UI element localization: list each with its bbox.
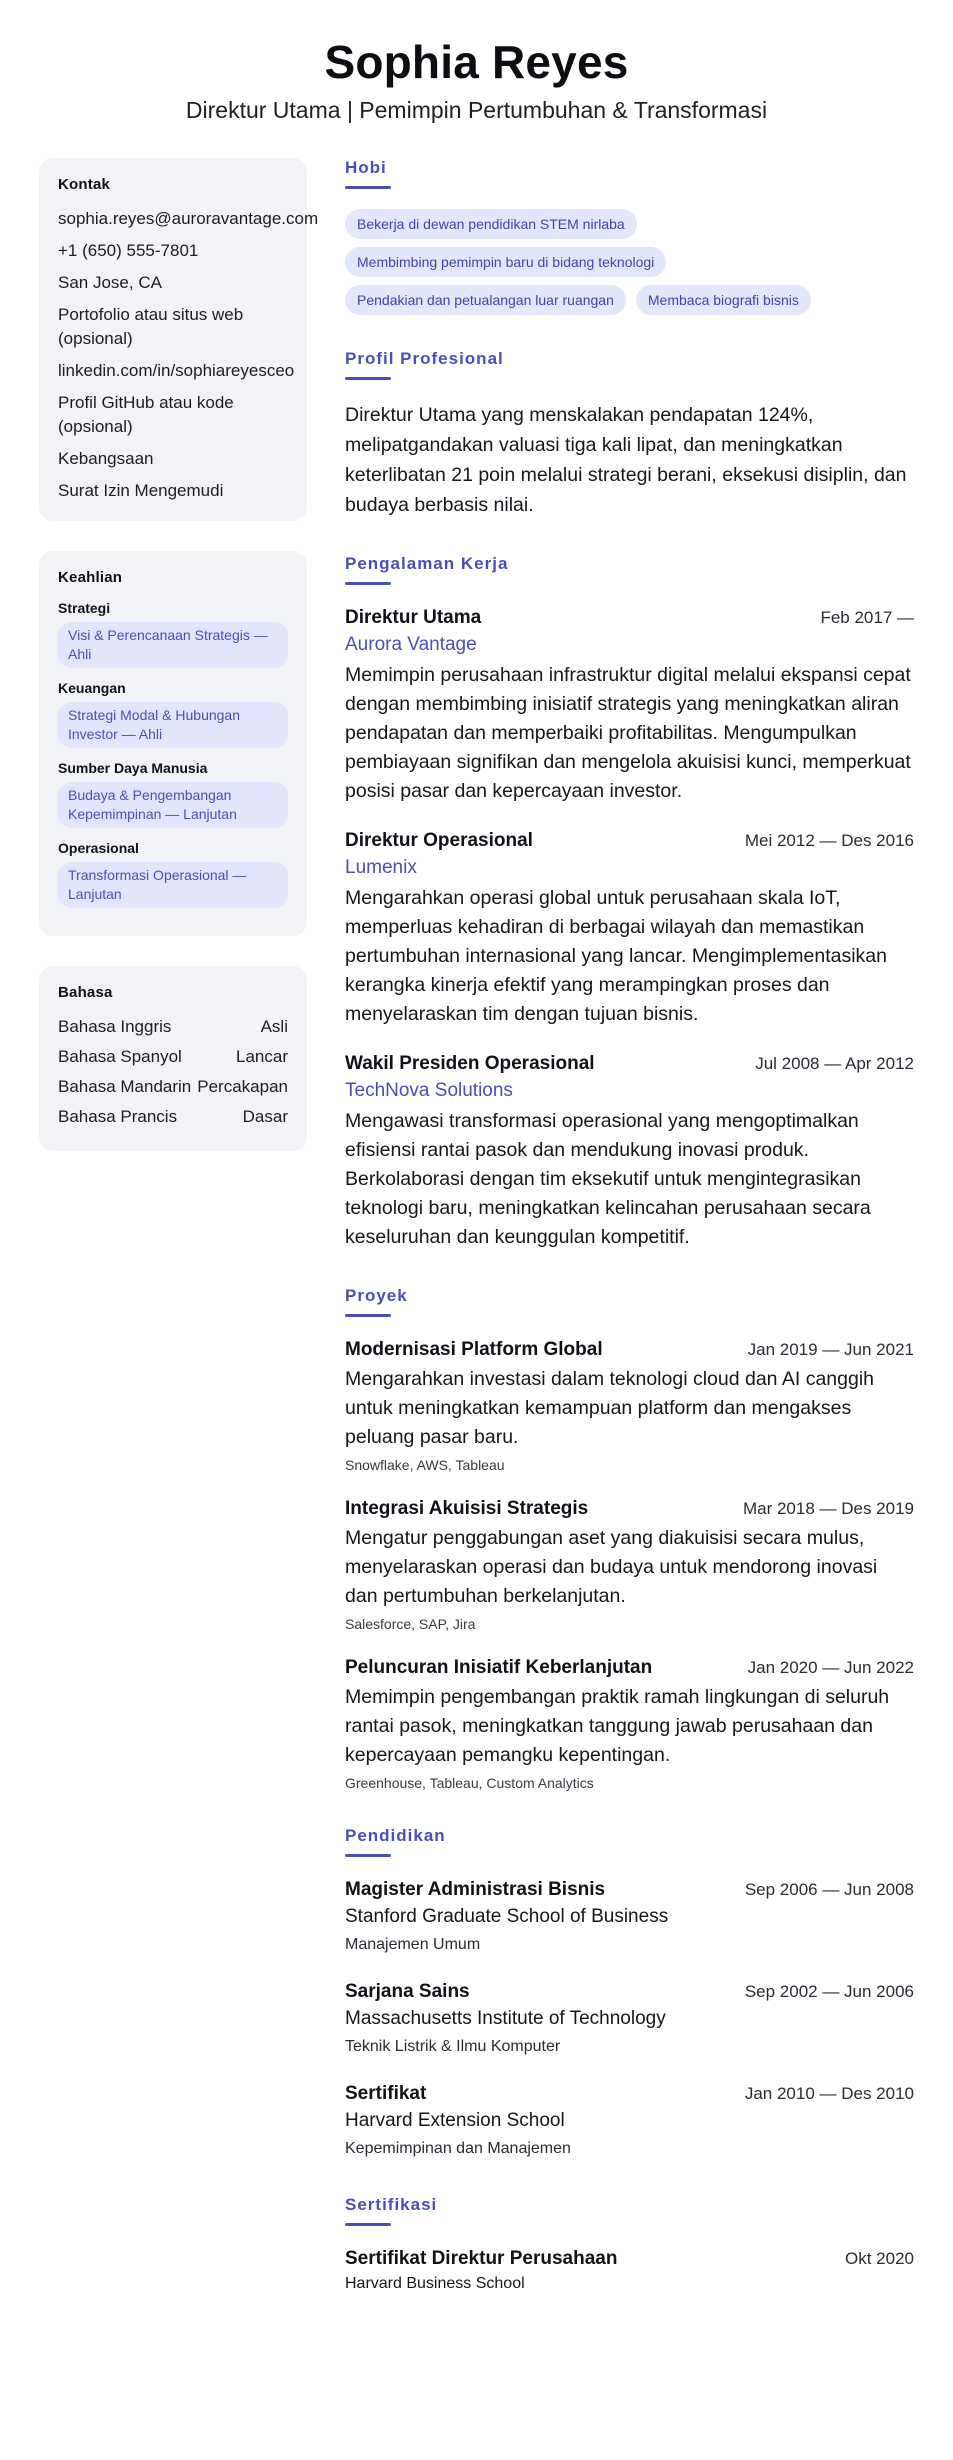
- experience-entry: [345, 605, 914, 806]
- sidebar: [39, 158, 319, 1181]
- entry-header: [345, 1051, 914, 1077]
- hobbies-section: [345, 158, 914, 315]
- contact-github[interactable]: Profil GitHub atau kode (opsional): [58, 393, 234, 436]
- project-date: Mar 2018 — Des 2019: [742, 1499, 914, 1518]
- skill-group: [58, 760, 288, 828]
- project-tools: Salesforce, SAP, Jira: [345, 1616, 476, 1632]
- language-row: [58, 1105, 288, 1129]
- job-date: Feb 2017 —: [820, 608, 914, 627]
- education-section: [345, 1826, 914, 2161]
- education-entry: [345, 1877, 914, 1957]
- entry-header: [345, 1496, 914, 1522]
- project-name: Modernisasi Platform Global: [345, 1339, 603, 1360]
- section-title: Profil Profesional: [345, 349, 504, 368]
- job-description: Mengawasi transformasi operasional yang mengoptimalkan efisiensi rantai pasok dan mendukung inovasi produk. Berkolaborasi dengan tim eksekutif untuk mengintegrasikan teknologi baru, meningkatkan kelincahan perusahaan secara keseluruhan dan keunggulan kompetitif.: [345, 1110, 871, 1248]
- job-description: Memimpin perusahaan infrastruktur digital melalui ekspansi cepat dengan membimbing inisiatif strategis yang meningkatkan aliran pendapatan dan memperbaiki profitabilitas. Mengumpulkan pembiayaan signifikan dan mengelola akuisisi kunci, memperkuat posisi pasar dan kepercayaan investor.: [345, 664, 911, 802]
- certification-name: Sertifikat Direktur Perusahaan: [345, 2248, 618, 2269]
- skill-group: [58, 680, 288, 748]
- project-tools: Greenhouse, Tableau, Custom Analytics: [345, 1775, 594, 1791]
- resume-header: [0, 0, 953, 124]
- projects-section: [345, 1286, 914, 1792]
- skill-group: [58, 840, 288, 908]
- hobby-pill: Membimbing pemimpin baru di bidang teknologi: [345, 247, 666, 277]
- project-description: Memimpin pengembangan praktik ramah lingkungan di seluruh rantai pasok, meningkatkan tanggung jawab perusahaan dan kepercayaan pemangku kepentingan.: [345, 1686, 890, 1766]
- project-tools: Snowflake, AWS, Tableau: [345, 1457, 505, 1473]
- contact-title: Kontak: [58, 176, 111, 193]
- skill-group: [58, 600, 288, 668]
- company-name: TechNova Solutions: [345, 1080, 513, 1101]
- project-date: Jan 2019 — Jun 2021: [747, 1340, 914, 1359]
- education-entry: [345, 1979, 914, 2059]
- contact-email[interactable]: sophia.reyes@auroravantage.com: [58, 209, 319, 228]
- entry-header: [345, 1337, 914, 1363]
- profile-section: [345, 349, 914, 520]
- language-name: Bahasa Spanyol: [58, 1047, 182, 1066]
- entry-header: [345, 2081, 914, 2107]
- project-description: Mengatur penggabungan aset yang diakuisisi secara mulus, menyelaraskan operasi dan budaya untuk mendorong inovasi dan pertumbuhan berkelanjutan.: [345, 1527, 878, 1607]
- company-name: Aurora Vantage: [345, 634, 477, 655]
- project-entry: [345, 1655, 914, 1792]
- education-date: Jan 2010 — Des 2010: [744, 2084, 914, 2103]
- section-divider: [345, 186, 391, 189]
- section-divider: [345, 377, 391, 380]
- language-level: Dasar: [242, 1107, 288, 1126]
- skill-pill: Transformasi Operasional — Lanjutan: [58, 862, 288, 908]
- project-date: Jan 2020 — Jun 2022: [747, 1658, 914, 1677]
- language-row: [58, 1015, 288, 1039]
- degree-name: Sertifikat: [345, 2083, 427, 2104]
- skill-group-title: Strategi: [58, 600, 111, 616]
- language-row: [58, 1045, 288, 1069]
- experience-entry: [345, 1051, 914, 1252]
- contact-nationality: Kebangsaan: [58, 449, 154, 468]
- section-divider: [345, 1314, 391, 1317]
- entry-header: [345, 1655, 914, 1681]
- hobby-pill: Bekerja di dewan pendidikan STEM nirlaba: [345, 209, 637, 239]
- contact-phone[interactable]: +1 (650) 555-7801: [58, 241, 199, 260]
- job-date: Jul 2008 — Apr 2012: [755, 1054, 914, 1073]
- skill-group-title: Operasional: [58, 840, 139, 856]
- degree-name: Magister Administrasi Bisnis: [345, 1879, 606, 1900]
- entry-header: [345, 605, 914, 631]
- project-name: Integrasi Akuisisi Strategis: [345, 1498, 589, 1519]
- section-divider: [345, 1854, 391, 1857]
- certifications-section: [345, 2195, 914, 2296]
- skills-title: Keahlian: [58, 569, 123, 586]
- job-title: Direktur Utama: [345, 607, 482, 628]
- languages-title: Bahasa: [58, 984, 113, 1001]
- candidate-name: Sophia Reyes: [324, 36, 629, 88]
- section-divider: [345, 582, 391, 585]
- project-description: Mengarahkan investasi dalam teknologi cloud dan AI canggih untuk meningkatkan kemampuan platform dan mengakses peluang pasar baru.: [345, 1368, 875, 1448]
- certification-issuer: Harvard Business School: [345, 2275, 525, 2292]
- contact-card: [39, 158, 319, 521]
- skill-pill: Visi & Perencanaan Strategis — Ahli: [58, 622, 288, 668]
- job-description: Mengarahkan operasi global untuk perusahaan skala IoT, memperluas kehadiran di berbagai wilayah dan memastikan pertumbuhan internasional yang lancar. Mengimplementasikan kerangka kinerja efektif yang merampingkan proses dan menyelaraskan tim dengan tujuan bisnis.: [345, 887, 887, 1025]
- entry-header: [345, 1877, 914, 1903]
- section-title: Pendidikan: [345, 1826, 446, 1845]
- degree-name: Sarjana Sains: [345, 1981, 470, 2002]
- hobby-pill: Membaca biografi bisnis: [636, 285, 811, 315]
- project-name: Peluncuran Inisiatif Keberlanjutan: [345, 1657, 653, 1678]
- job-title: Direktur Operasional: [345, 830, 533, 851]
- contact-location: San Jose, CA: [58, 273, 162, 292]
- experience-section: [345, 554, 914, 1252]
- language-name: Bahasa Mandarin: [58, 1077, 192, 1096]
- field-of-study: Manajemen Umum: [345, 1936, 481, 1953]
- certification-entry: [345, 2246, 914, 2296]
- project-entry: [345, 1337, 914, 1474]
- field-of-study: Teknik Listrik & Ilmu Komputer: [345, 2038, 561, 2055]
- school-name: Massachusetts Institute of Technology: [345, 2008, 666, 2029]
- education-date: Sep 2002 — Jun 2006: [744, 1982, 914, 2001]
- candidate-headline: Direktur Utama | Pemimpin Pertumbuhan & Transformasi: [185, 97, 768, 123]
- language-name: Bahasa Prancis: [58, 1107, 178, 1126]
- language-level: Lancar: [236, 1047, 288, 1066]
- project-entry: [345, 1496, 914, 1633]
- section-divider: [345, 2223, 391, 2226]
- main-column: [345, 158, 914, 2330]
- education-entry: [345, 2081, 914, 2161]
- section-title: Hobi: [345, 158, 387, 177]
- skill-group-title: Keuangan: [58, 680, 126, 696]
- field-of-study: Kepemimpinan dan Manajemen: [345, 2140, 571, 2157]
- skill-group-title: Sumber Daya Manusia: [58, 760, 208, 776]
- skill-pill: Strategi Modal & Hubungan Investor — Ahli: [58, 702, 288, 748]
- school-name: Stanford Graduate School of Business: [345, 1906, 669, 1927]
- section-title: Sertifikasi: [345, 2195, 438, 2214]
- education-date: Sep 2006 — Jun 2008: [744, 1880, 914, 1899]
- hobby-pill: Pendakian dan petualangan luar ruangan: [345, 285, 626, 315]
- language-level: Percakapan: [197, 1077, 288, 1096]
- language-level: Asli: [260, 1017, 288, 1036]
- contact-portfolio[interactable]: Portofolio atau situs web (opsional): [58, 305, 244, 348]
- hobby-list: [345, 209, 914, 315]
- certification-date: Okt 2020: [845, 2249, 914, 2268]
- job-date: Mei 2012 — Des 2016: [744, 831, 914, 850]
- section-title: Pengalaman Kerja: [345, 554, 509, 573]
- language-name: Bahasa Inggris: [58, 1017, 172, 1036]
- experience-entry: [345, 828, 914, 1029]
- school-name: Harvard Extension School: [345, 2110, 565, 2131]
- company-name: Lumenix: [345, 857, 417, 878]
- contact-driving-license: Surat Izin Mengemudi: [58, 481, 224, 500]
- skill-pill: Budaya & Pengembangan Kepemimpinan — Lanjutan: [58, 782, 288, 828]
- languages-card: [39, 966, 307, 1151]
- language-row: [58, 1075, 288, 1099]
- job-title: Wakil Presiden Operasional: [345, 1053, 595, 1074]
- entry-header: [345, 2246, 914, 2272]
- entry-header: [345, 828, 914, 854]
- skills-card: [39, 551, 307, 936]
- contact-linkedin[interactable]: linkedin.com/in/sophiareyesceo: [58, 361, 295, 380]
- section-title: Proyek: [345, 1286, 408, 1305]
- entry-header: [345, 1979, 914, 2005]
- profile-summary: Direktur Utama yang menskalakan pendapatan 124%, melipatgandakan valuasi tiga kali lipat, dan meningkatkan keterlibatan 21 poin melalui strategi berani, eksekusi disiplin, dan budaya berbasis nilai.: [345, 404, 907, 516]
